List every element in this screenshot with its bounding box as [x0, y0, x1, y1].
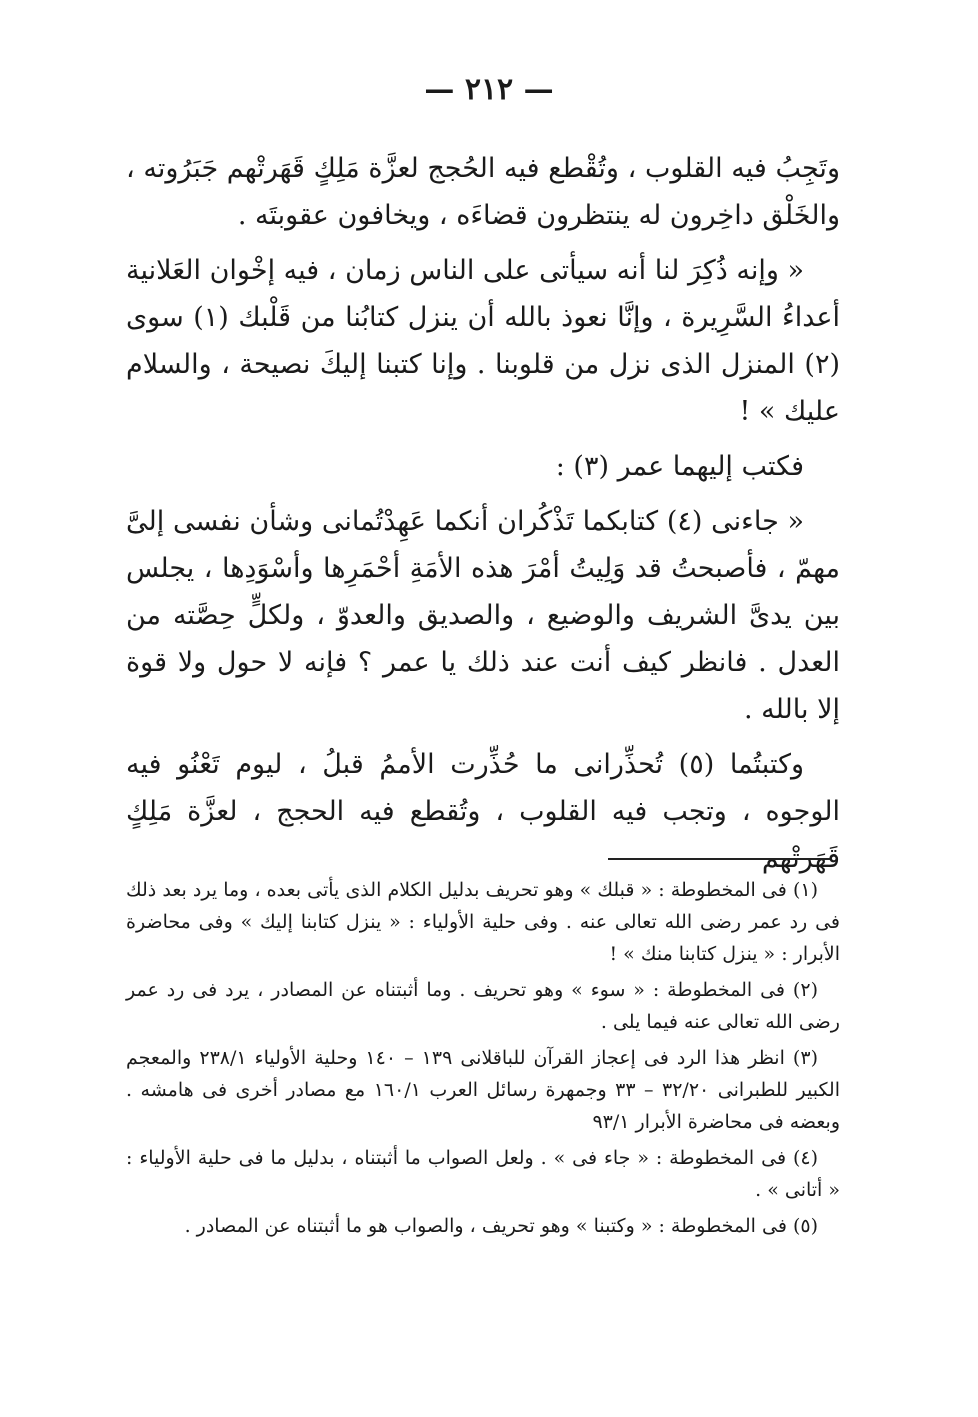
footnotes [126, 874, 840, 1246]
paragraph-5: وكتبتُما (٥) تُحذِّرانى ما حُذِّرت الأممُ قبلُ ، ليوم تَعْنُو فيه الوجوه ، وتجب فيه القلوب ، وتُقطع فيه الحجج ، لعزَّة مَلِكٍ قَهَرتْهم [126, 749, 840, 874]
footnote-3: (٣) انظر هذا الرد فى إعجاز القرآن للباقلانى ١٣٩ – ١٤٠ وحلية الأولياء ٢٣٨/١ والمعجم الكبير للطبرانى ٣٢/٢٠ – ٣٣ وجمهرة رسائل العرب ١٦٠/١ مع مصادر أخرى فى هامشه . وبعضه فى محاضرة الأبرار ٩٣/١ [126, 1047, 840, 1133]
page-number: — ٢١٢ — [424, 72, 554, 107]
paragraph-2: « وإنه ذُكِرَ لنا أنه سيأتى على الناس زمان ، فيه إخْوان العَلانية أعداءُ السَّرِيرة ، وإنَّا نعوذ بالله أن ينزل كتابُنا من قَلْبك (١) سوى (٢) المنزل الذى نزل من قلوبنا . وإنا كتبنا إليكَ نصيحة ، والسلام عليك » ! [126, 255, 841, 427]
footnote-4: (٤) فى المخطوطة : « جاء فى » . ولعل الصواب ما أثبتناه ، بدليل ما فى حلية الأولياء : « أتانى » . [126, 1147, 840, 1201]
footnote-1: (١) فى المخطوطة : « قبلك » وهو تحريف بدليل الكلام الذى يأتى بعده ، وما يرد بعد ذلك فى رد عمر رضى الله تعالى عنه . وفى حلية الأولياء : « ينزل كتابنا إليك » وفى محاضرة الأبرار : « ينزل كتابنا منك » ! [126, 879, 840, 965]
main-text [126, 145, 840, 890]
paragraph-4: « جاءنى (٤) كتابكما تَذْكُران أنكما عَهِدْتُمانى وشأن نفسى إلىَّ مهمّ ، فأصبحتُ قد وَلِيتُ أمْرَ هذه الأمَةِ أحْمَرِها وأسْوَدِها ، يجلس بين يدىَّ الشريف والوضيع ، والصديق والعدوّ ، ولكلٍّ حِصَّته من العدل . فانظر كيف أنت عند ذلك يا عمر ؟ فإنه لا حول ولا قوة إلا بالله . [126, 506, 840, 725]
paragraph-1: وتَجِبُ فيه القلوب ، وتُقْطع فيه الحُجج لعزَّة مَلِكٍ قَهَرتْهم جَبَرُوته ، والخَلْق داخِرون له ينتظرون قضاءَه ، ويخافون عقوبتَه . [126, 153, 840, 231]
footnote-divider [608, 858, 830, 860]
paragraph-3: فكتب إليهما عمر (٣) : [555, 451, 804, 482]
footnote-2: (٢) فى المخطوطة : « سوء » وهو تحريف . وما أثبتناه عن المصادر ، يرد فى رد عمر رضى الله تعالى عنه فيما يلى . [126, 979, 840, 1033]
footnote-5: (٥) فى المخطوطة : « وكتبنا » وهو تحريف ، والصواب هو ما أثبتناه عن المصادر . [184, 1215, 818, 1237]
